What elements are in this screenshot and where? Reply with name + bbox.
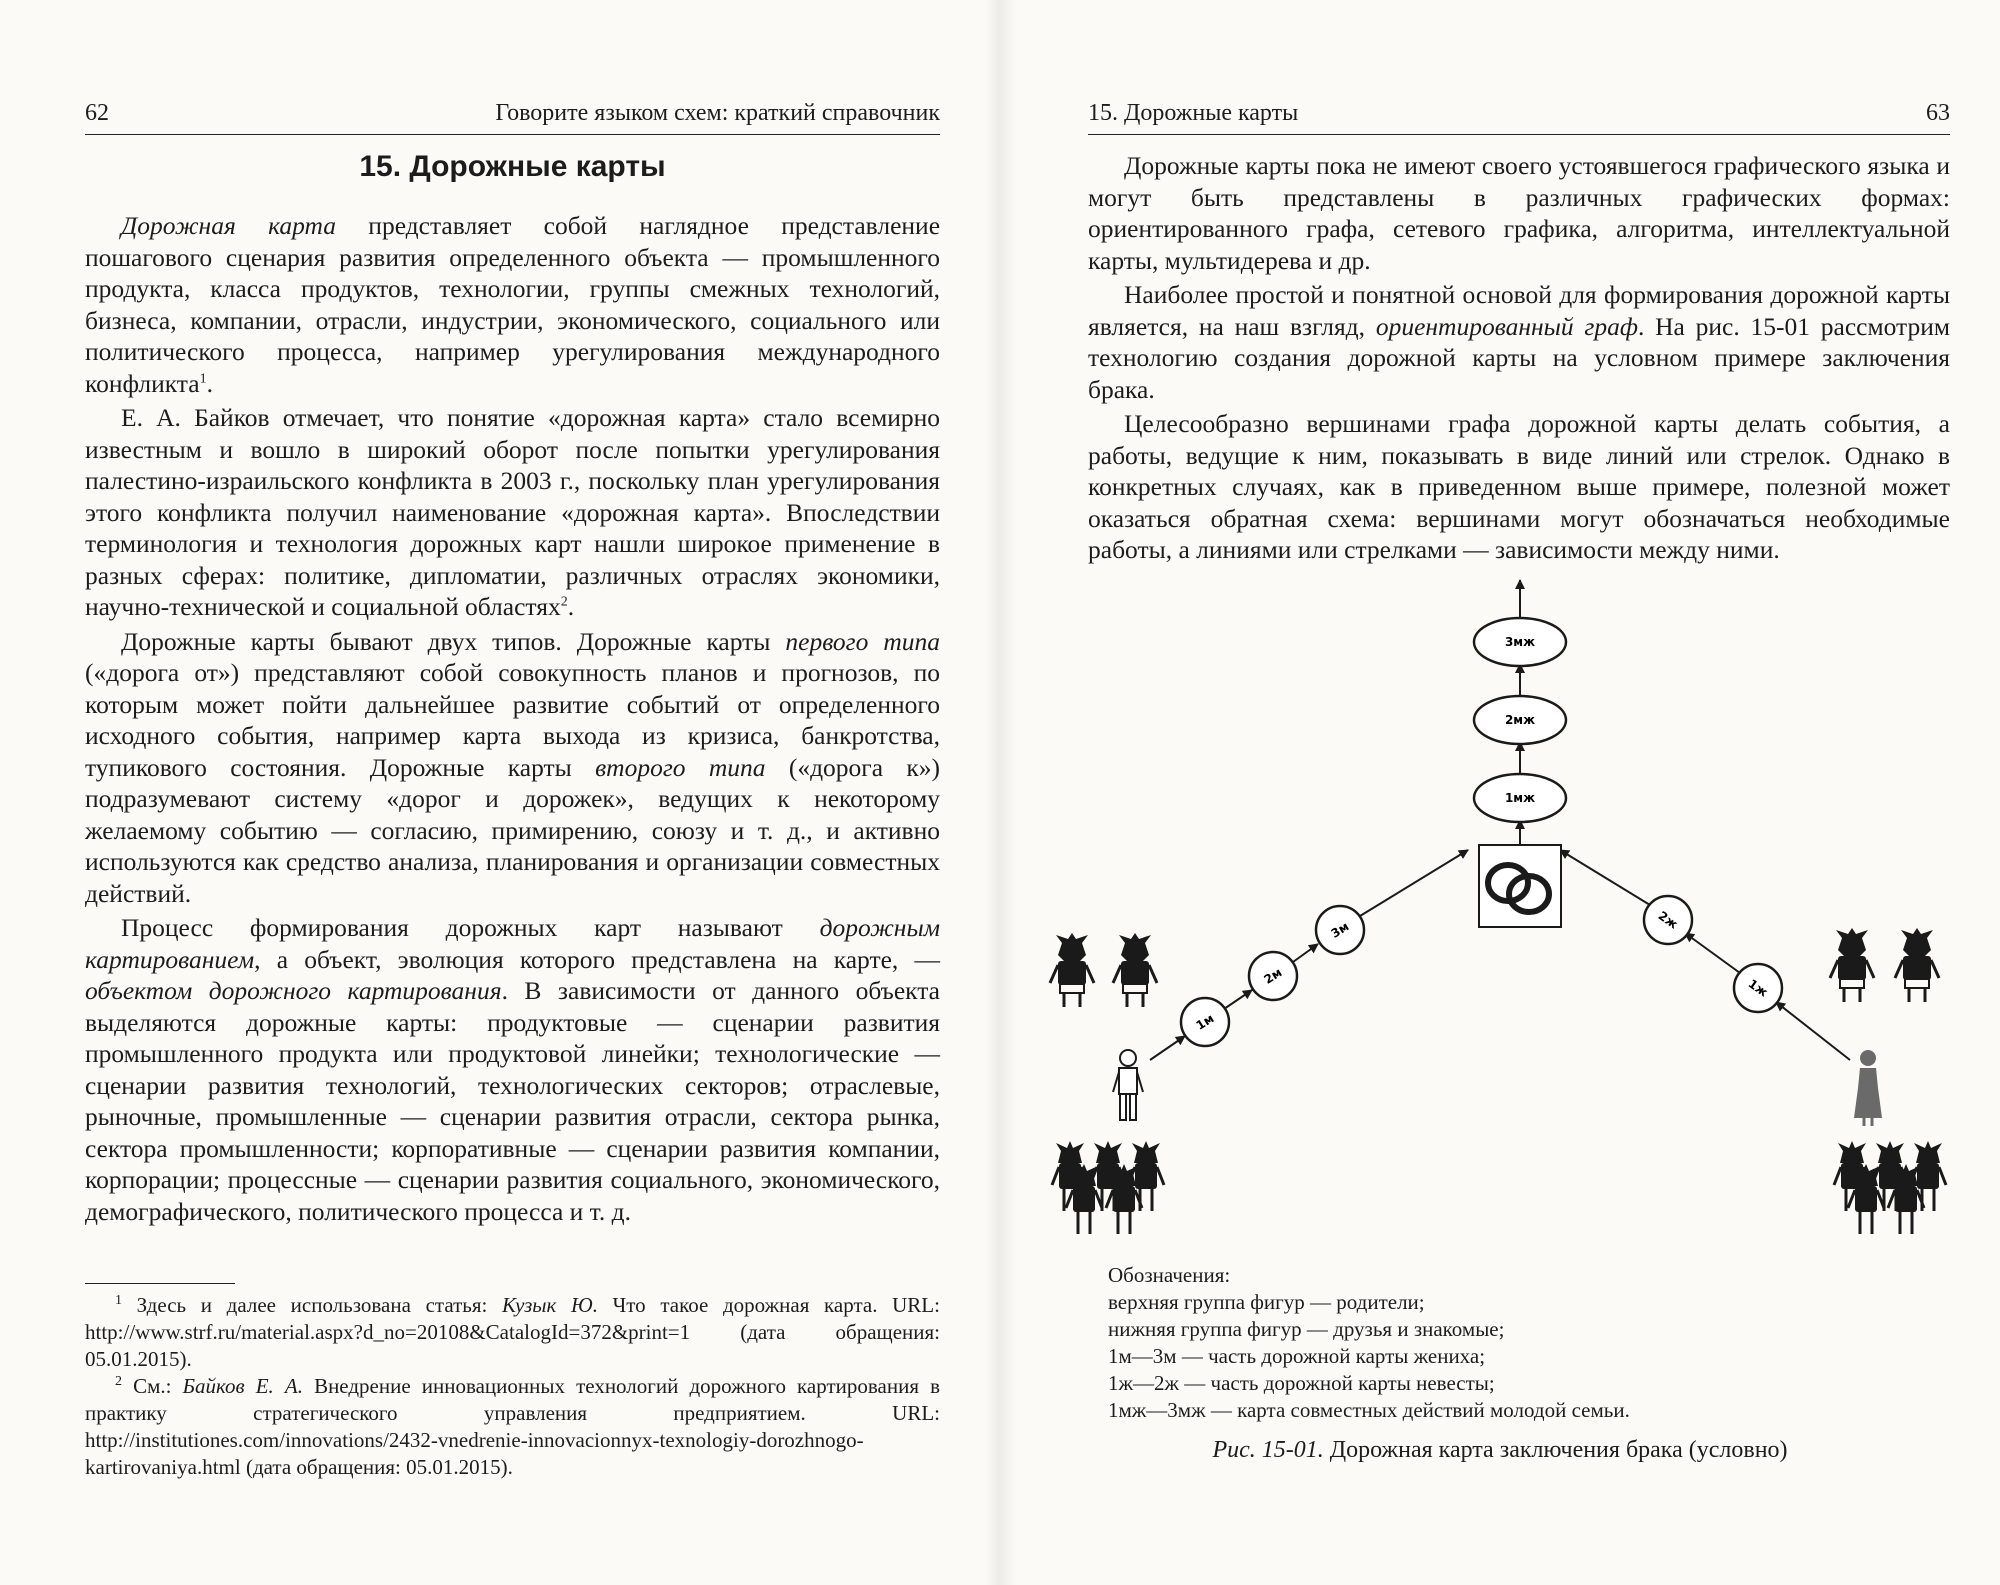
- edge-1zh-to-2zh: [1685, 933, 1740, 973]
- term-directed-graph: ориентированный граф: [1375, 311, 1638, 341]
- term-road-map: Дорожная карта: [121, 211, 337, 240]
- node-3mzh-label: 3мж: [1504, 635, 1536, 649]
- figure-caption-text: Дорожная карта заключения брака (условно): [1323, 1437, 1788, 1463]
- term-first-type: первого типа: [785, 626, 940, 656]
- groom-figure: [1113, 1050, 1143, 1120]
- edge-groom-to-1m: [1150, 1036, 1185, 1060]
- paragraph-text: Процесс формирования дорожных карт называют: [121, 913, 820, 942]
- figure-legend: [1108, 1262, 1928, 1424]
- legend-item: 1мж—3мж — карта совместных действий молодой семьи.: [1108, 1398, 1630, 1422]
- right-body-text: [1088, 150, 1950, 569]
- node-1m: [1181, 998, 1229, 1046]
- footnote-text: См.:: [122, 1374, 183, 1398]
- legend-item: нижняя группа фигур — друзья и знакомые;: [1108, 1317, 1505, 1341]
- node-2m-label: 2м: [1261, 965, 1285, 987]
- bride-figure: [1854, 1050, 1882, 1126]
- node-1mzh: [1474, 774, 1566, 822]
- node-1zh-label: 1ж: [1745, 976, 1771, 1000]
- paragraph-end: .: [206, 368, 213, 398]
- node-3mzh: [1474, 618, 1566, 666]
- left-body-text: [85, 210, 940, 1230]
- footnote-ref-1[interactable]: 1: [199, 371, 207, 386]
- paragraph-text: . На рис. 15-01 рассмотрим технологию создания дорожной карты на условном примере заключения брака.: [1088, 311, 1950, 404]
- chapter-title: 15. Дорожные карты: [359, 150, 666, 183]
- paragraph-text: («дорога от») представляют собой совокупность планов и прогнозов, по которым может пойти дальнейшее развитие событий от определенного исходного события, например карта выхода из кризиса, банкротства, тупикового состояния. Дорожные карты: [85, 658, 940, 782]
- node-2mzh: [1474, 696, 1566, 744]
- running-head-right: [1088, 98, 1950, 135]
- groom-friends-group: [1052, 1141, 1164, 1234]
- term-mapping-object: объектом дорожного картирования: [85, 976, 502, 1005]
- footnote-2: [85, 1373, 940, 1481]
- term-second-type: второго типа: [595, 752, 766, 782]
- paragraph-2: [85, 402, 940, 623]
- legend-item: 1ж—2ж — часть дорожной карты невесты;: [1108, 1371, 1495, 1395]
- wedding-rings-node: [1479, 845, 1561, 927]
- edge-1m-to-2m: [1224, 990, 1252, 1009]
- paragraph-3: [85, 626, 940, 910]
- footnote-text: Здесь и далее использована статья:: [122, 1293, 503, 1317]
- footnote-author: Байков Е. А.: [182, 1374, 303, 1398]
- running-title-left: Говорите языком схем: краткий справочник: [495, 100, 940, 126]
- running-head-left: [85, 98, 940, 135]
- node-2m: [1249, 952, 1297, 1000]
- footnote-1: [85, 1292, 940, 1373]
- edge-bride-to-1zh: [1776, 1002, 1850, 1060]
- page-number-right: 63: [1926, 100, 1950, 126]
- edge-3m-to-box: [1360, 850, 1468, 916]
- node-2zh-label: 2ж: [1655, 908, 1681, 932]
- figure-label: Рис. 15-01.: [1212, 1437, 1324, 1463]
- legend-title: Обозначения:: [1108, 1263, 1231, 1287]
- paragraph-text: Целесообразно вершинами графа дорожной карты делать события, а работы, ведущие к ним, показывать в виде линий или стрелок. Однако в конкретных случаях, как в приведенном выше примере, полезной может оказаться обратная схема: вершинами могут обозначаться необходимые работы, а линиями или стрелками — зависимости между ними.: [1088, 409, 1950, 564]
- figure-caption: [1000, 1437, 2000, 1464]
- footnote-text: Внедрение инновационных технологий дорожного картирования в практику стратегического управления предприятием. URL: http://institutiones.com/innovations/2432-vnedrenie-innovacionnyx-texnologiy-dorozhnogo-kartirovaniya.html (дата обращения: 05.01.2015).: [85, 1374, 940, 1479]
- groom-parents-group: [1050, 933, 1157, 1007]
- paragraph-text: . В зависимости от данного объекта выделяются дорожные карты: продуктовые — сценарии развития промышленного продукта или продуктовой линейки; технологические — сценарии развития технологий, технологических секторов; отраслевые, рыночные, промышленные — сценарии развития отрасли, сектора рынка, сектора промышленности; корпоративные — сценарии развития компании, корпорации; процессные — сценарии развития социального, экономического, демографического, политического процесса и т. д.: [85, 976, 940, 1226]
- legend-item: 1м—3м — часть дорожной карты жениха;: [1108, 1344, 1486, 1368]
- node-1mzh-label: 1мж: [1504, 791, 1536, 805]
- footnote-text: Что такое дорожная карта. URL: http://www.strf.ru/material.aspx?d_no=20108&CatalogId=372&print=1 (дата обращения: 05.01.2015).: [85, 1293, 940, 1371]
- paragraph-directed-graph: [1088, 279, 1950, 405]
- bride-friends-group: [1834, 1141, 1946, 1234]
- node-3m-label: 3м: [1328, 919, 1352, 941]
- edge-2zh-to-box: [1560, 850, 1650, 905]
- paragraph-text: Е. А. Байков отмечает, что понятие «дорожная карта» стало всемирно известным и вошло в широкий оборот после попытки урегулирования палестино-израильского конфликта в 2003 г., поскольку план урегулирования этого конфликта получил наименование «дорожная карта». Впоследствии терминология и технология дорожных карт нашли широкое применение в разных сферах: политике, дипломатии, различных отраслях экономики, научно-технической и социальной областях: [85, 403, 940, 621]
- node-1zh: [1734, 964, 1782, 1012]
- legend-item: верхняя группа фигур — родители;: [1108, 1290, 1425, 1314]
- node-3m: [1316, 906, 1364, 954]
- marriage-road-map-figure: [1000, 560, 2000, 1260]
- edge-2m-to-3m: [1293, 944, 1318, 962]
- paragraph-text: представляет собой наглядное представление пошагового сценария развития определенного объекта — промышленного продукта, класса продуктов, технологии, группы смежных технологий, бизнеса, компании, отрасли, индустрии, экономического, социального или политического процесса, например урегулирования международного конфликта: [85, 211, 941, 398]
- paragraph-text: («дорога к») подразумевают систему «дорог и дорожек», ведущих к некоторому желаемому событию — согласию, примирению, союзу и т. д., и активно используются как средство анализа, планирования и организации совместных действий.: [85, 752, 941, 908]
- footnote-ref-2[interactable]: 2: [560, 594, 568, 610]
- paragraph-text: Дорожные карты пока не имеют своего устоявшегося графического языка и могут быть представлены в различных графических формах: ориентированного графа, сетевого графика, алгоритма, интеллектуальной карты, мультидерева и др.: [1088, 151, 1950, 275]
- paragraph-vertices: [1088, 408, 1950, 566]
- footnote-divider: [85, 1283, 235, 1284]
- paragraph-text: Наиболее простой и понятной основой для формирования дорожной карты является, на наш взгляд,: [1088, 280, 1950, 341]
- footnote-mark: 1: [115, 1293, 122, 1308]
- paragraph-1: [85, 210, 940, 399]
- footnotes: [85, 1292, 940, 1481]
- right-page: [1000, 0, 2000, 1585]
- node-2mzh-label: 2мж: [1504, 713, 1536, 727]
- term-road-mapping: дорожным картированием: [85, 913, 940, 974]
- paragraph-4: [85, 912, 940, 1227]
- bride-parents-group: [1830, 928, 1939, 1002]
- paragraph-text: Дорожные карты бывают двух типов. Дорожные карты: [121, 626, 786, 656]
- running-title-right: 15. Дорожные карты: [1088, 100, 1299, 126]
- footnote-mark: 2: [115, 1374, 122, 1389]
- paragraph-graph-forms: [1088, 150, 1950, 276]
- paragraph-end: .: [567, 592, 575, 621]
- paragraph-text: , а объект, эволюция которого представлена на карте, —: [254, 944, 940, 974]
- page-number-left: 62: [85, 100, 109, 126]
- node-2zh: [1644, 896, 1692, 944]
- node-1m-label: 1м: [1193, 1011, 1217, 1033]
- footnote-author: Кузык Ю.: [502, 1293, 598, 1317]
